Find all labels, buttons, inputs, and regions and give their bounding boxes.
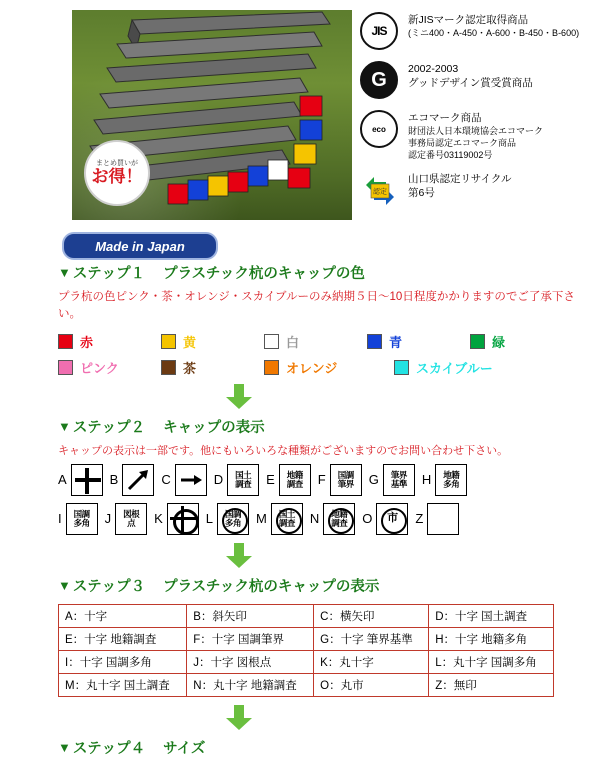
symbol-text-bottom: 多角: [443, 478, 460, 489]
symbol-letter: J: [104, 511, 112, 526]
symbol-text: 市: [387, 511, 398, 524]
triangle-icon: ▼: [58, 265, 71, 280]
color-label: オレンジ: [286, 360, 338, 376]
cert-line1: エコマーク商品: [408, 112, 482, 124]
cert-line1: 2002-2003: [408, 63, 459, 75]
color-option-white[interactable]: [264, 332, 367, 351]
circle-city-icon: [376, 503, 408, 535]
symbol-grid: [58, 464, 612, 535]
table-cell: B：斜矢印: [187, 604, 314, 627]
table-cell: L：丸十字 国調多角: [429, 650, 554, 673]
symbol-option-n[interactable]: [310, 503, 355, 535]
table-row: [59, 627, 554, 650]
down-arrow-icon-2: [226, 543, 252, 569]
color-option-blue[interactable]: [367, 332, 470, 351]
blank-box: [427, 503, 459, 535]
table-cell: G：十字 筆界基準: [314, 627, 429, 650]
step2-header: [58, 416, 612, 437]
table-cell: H：十字 地籍多角: [429, 627, 554, 650]
symbol-letter: L: [205, 511, 214, 526]
down-arrow-icon-1: [226, 384, 252, 410]
color-option-red[interactable]: [58, 332, 161, 351]
symbol-text-top: 地籍: [443, 469, 460, 480]
eco-mark-glyph: eco: [360, 110, 398, 148]
recycle-mark-icon: [360, 171, 400, 211]
step3-section: [58, 575, 612, 596]
certification-item: [360, 171, 606, 211]
symbol-letter: E: [266, 472, 275, 487]
symbol-letter: A: [58, 472, 67, 487]
cert-line2: 財団法人日本環境協会エコマーク: [408, 126, 544, 137]
circle-cross-text-icon: [323, 503, 355, 535]
recycle-arrows-icon: [360, 171, 400, 211]
color-label: 赤: [80, 334, 94, 350]
symbol-text-bottom: 調査: [331, 517, 348, 528]
symbol-letter: B: [109, 472, 119, 487]
table-cell: J：十字 図根点: [187, 650, 314, 673]
step1-section: [58, 262, 612, 324]
table-cell: C：横矢印: [314, 604, 429, 627]
color-option-orange[interactable]: [264, 358, 394, 377]
symbol-option-i[interactable]: [58, 503, 98, 535]
swatch-red: [58, 334, 73, 349]
color-option-green[interactable]: [470, 332, 573, 351]
symbol-option-j[interactable]: [105, 503, 148, 535]
triangle-icon: ▼: [58, 418, 71, 434]
swatch-skyblue: [394, 360, 409, 375]
symbol-letter: K: [154, 511, 163, 526]
color-label: 緑: [492, 334, 506, 350]
step1-subtitle: プラスチック杭のキャップの色: [163, 266, 365, 282]
swatch-brown: [161, 360, 176, 375]
color-option-brown[interactable]: [161, 358, 264, 377]
color-option-yellow[interactable]: [161, 332, 264, 351]
symbol-letter: O: [362, 511, 373, 526]
step2-subtitle: キャップの表示: [163, 419, 265, 436]
table-row: [59, 604, 554, 627]
badge-line1: まとめ買いが: [96, 160, 138, 168]
symbol-letter: G: [368, 472, 379, 487]
swatch-yellow: [161, 334, 176, 349]
symbol-letter: C: [161, 472, 171, 487]
symbol-text-top: 地籍: [286, 469, 303, 480]
symbol-option-g[interactable]: [369, 464, 415, 496]
symbol-text-bottom: 多角: [225, 517, 242, 528]
cert-line1: 新JISマーク認定取得商品: [408, 14, 529, 26]
cert-line3: 事務局認定エコマーク商品: [408, 138, 517, 149]
step4-subtitle: サイズ: [163, 740, 206, 757]
step4-section: [58, 737, 612, 758]
table-cell: O：丸市: [314, 673, 429, 696]
symbol-option-e[interactable]: [266, 464, 311, 496]
symbol-text-bottom: 調査: [286, 478, 303, 489]
symbol-letter: H: [421, 472, 432, 487]
cap-display-table: [58, 604, 554, 697]
symbol-letter: N: [309, 511, 320, 526]
symbol-option-o[interactable]: [362, 503, 408, 535]
made-in-japan-badge: Made in Japan: [62, 232, 218, 260]
table-cell: F：十字 国調筆界: [187, 627, 314, 650]
color-row: [58, 358, 612, 377]
color-options: [58, 332, 612, 377]
swatch-blue: [367, 334, 382, 349]
jis-mark-icon: [360, 12, 400, 52]
symbol-text-top: 図根: [123, 508, 140, 519]
symbol-text-top: 国土: [278, 508, 295, 519]
symbol-letter: M: [256, 511, 267, 526]
symbol-option-z[interactable]: [415, 503, 459, 535]
certification-item: [360, 110, 606, 162]
symbol-letter: F: [317, 472, 326, 487]
table-cell: Z：無印: [429, 673, 554, 696]
certification-item: [360, 61, 606, 101]
circle-cross-text-icon: [217, 503, 249, 535]
good-design-mark-icon: [360, 61, 400, 101]
jis-mark-glyph: JIS: [360, 12, 398, 50]
table-cell: D：十字 国土調査: [429, 604, 554, 627]
cert-line1: 山口県認定リサイクル: [408, 172, 512, 185]
step3-title: ステップ３: [72, 578, 146, 595]
step2-note: キャップの表示は一部です。他にもいろいろな種類がございますのでお問い合わせ下さい。: [58, 444, 509, 457]
swatch-orange: [264, 360, 279, 375]
symbol-box: [66, 503, 98, 535]
good-design-glyph: G: [360, 61, 398, 99]
symbol-box: [330, 464, 362, 496]
symbol-text-top: 国土: [235, 469, 252, 480]
color-option-skyblue[interactable]: [394, 358, 544, 377]
color-label: 青: [389, 334, 403, 350]
cert-line2: 第6号: [408, 186, 435, 199]
symbol-text-bottom: 点: [127, 517, 136, 528]
symbol-text-top: 国調: [73, 508, 90, 519]
certification-list: [360, 12, 606, 220]
right-arrow-icon: [175, 464, 207, 496]
step4-title: ステップ４: [72, 740, 146, 757]
header-section: [0, 0, 612, 228]
symbol-option-l[interactable]: [206, 503, 249, 535]
symbol-box: [115, 503, 147, 535]
symbol-text-bottom: 調査: [278, 517, 295, 528]
symbol-box: [227, 464, 259, 496]
step1-note: プラ杭の色ピンク・茶・オレンジ・スカイブルーのみ納期５日〜10日程度かかりますのでご了承下さい。: [58, 291, 575, 321]
symbol-box: [279, 464, 311, 496]
step3-table-wrap: [58, 604, 612, 697]
cert-line2: グッドデザイン賞受賞商品: [408, 77, 533, 90]
symbol-text-top: 国調: [225, 508, 242, 519]
product-photo: [72, 10, 352, 220]
symbol-option-d[interactable]: [214, 464, 259, 496]
value-badge: [84, 140, 150, 206]
symbol-text-bottom: 筆界: [337, 478, 354, 489]
certification-item: [360, 12, 606, 52]
symbol-row: [58, 464, 612, 496]
table-cell: I：十字 国調多角: [59, 650, 187, 673]
color-label: 茶: [183, 360, 197, 376]
table-cell: K：丸十字: [314, 650, 429, 673]
color-row: [58, 332, 612, 351]
swatch-white: [264, 334, 279, 349]
diagonal-arrow-icon: [122, 464, 154, 496]
svg-text:認定: 認定: [373, 188, 387, 196]
symbol-text-bottom: 基準: [390, 478, 407, 489]
symbol-box: [435, 464, 467, 496]
color-label: 白: [286, 334, 300, 350]
step1-title: ステップ１: [72, 266, 146, 282]
symbol-text-top: 筆界: [390, 469, 407, 480]
badge-line2: お得！: [91, 166, 143, 186]
triangle-icon: ▼: [58, 739, 71, 755]
table-row: [59, 673, 554, 696]
cross-icon: [71, 464, 103, 496]
color-option-pink[interactable]: [58, 358, 161, 377]
symbol-letter: D: [213, 472, 224, 487]
circle-cross-text-icon: [271, 503, 303, 535]
symbol-option-a[interactable]: [58, 464, 103, 496]
symbol-option-f[interactable]: [318, 464, 362, 496]
circle-cross-icon: [167, 503, 199, 535]
swatch-green: [470, 334, 485, 349]
down-arrow-icon-3: [226, 705, 252, 731]
symbol-option-c[interactable]: [161, 464, 206, 496]
step3-subtitle: プラスチック杭のキャップの表示: [163, 578, 380, 595]
cert-line2: (ミニ400・A-450・A-600・B-450・B-600): [408, 28, 580, 39]
symbol-letter: Z: [415, 511, 424, 526]
symbol-text-bottom: 調査: [235, 478, 252, 489]
step1-header: [58, 262, 612, 283]
swatch-pink: [58, 360, 73, 375]
color-label: 黄: [183, 334, 197, 350]
symbol-option-b[interactable]: [110, 464, 155, 496]
step3-header: [58, 575, 612, 596]
step4-header: [58, 737, 612, 758]
symbol-row: [58, 503, 612, 535]
table-cell: N：丸十字 地籍調査: [187, 673, 314, 696]
symbol-option-h[interactable]: [422, 464, 467, 496]
color-label: スカイブルー: [416, 360, 493, 376]
table-row: [59, 650, 554, 673]
symbol-option-k[interactable]: [154, 503, 199, 535]
table-cell: A：十字: [59, 604, 187, 627]
triangle-icon: ▼: [58, 577, 71, 593]
step2-title: ステップ２: [72, 419, 146, 436]
table-cell: E：十字 地籍調査: [59, 627, 187, 650]
symbol-text-top: 地籍: [331, 508, 348, 519]
eco-mark-icon: [360, 110, 400, 150]
symbol-box: [383, 464, 415, 496]
symbol-letter: I: [58, 511, 62, 526]
symbol-text-bottom: 多角: [73, 517, 90, 528]
color-label: ピンク: [80, 360, 119, 376]
symbol-text-top: 国調: [337, 469, 354, 480]
cert-line4: 認定番号03119002号: [408, 150, 493, 161]
step2-section: [58, 416, 612, 458]
symbol-option-m[interactable]: [256, 503, 303, 535]
table-cell: M：丸十字 国土調査: [59, 673, 187, 696]
